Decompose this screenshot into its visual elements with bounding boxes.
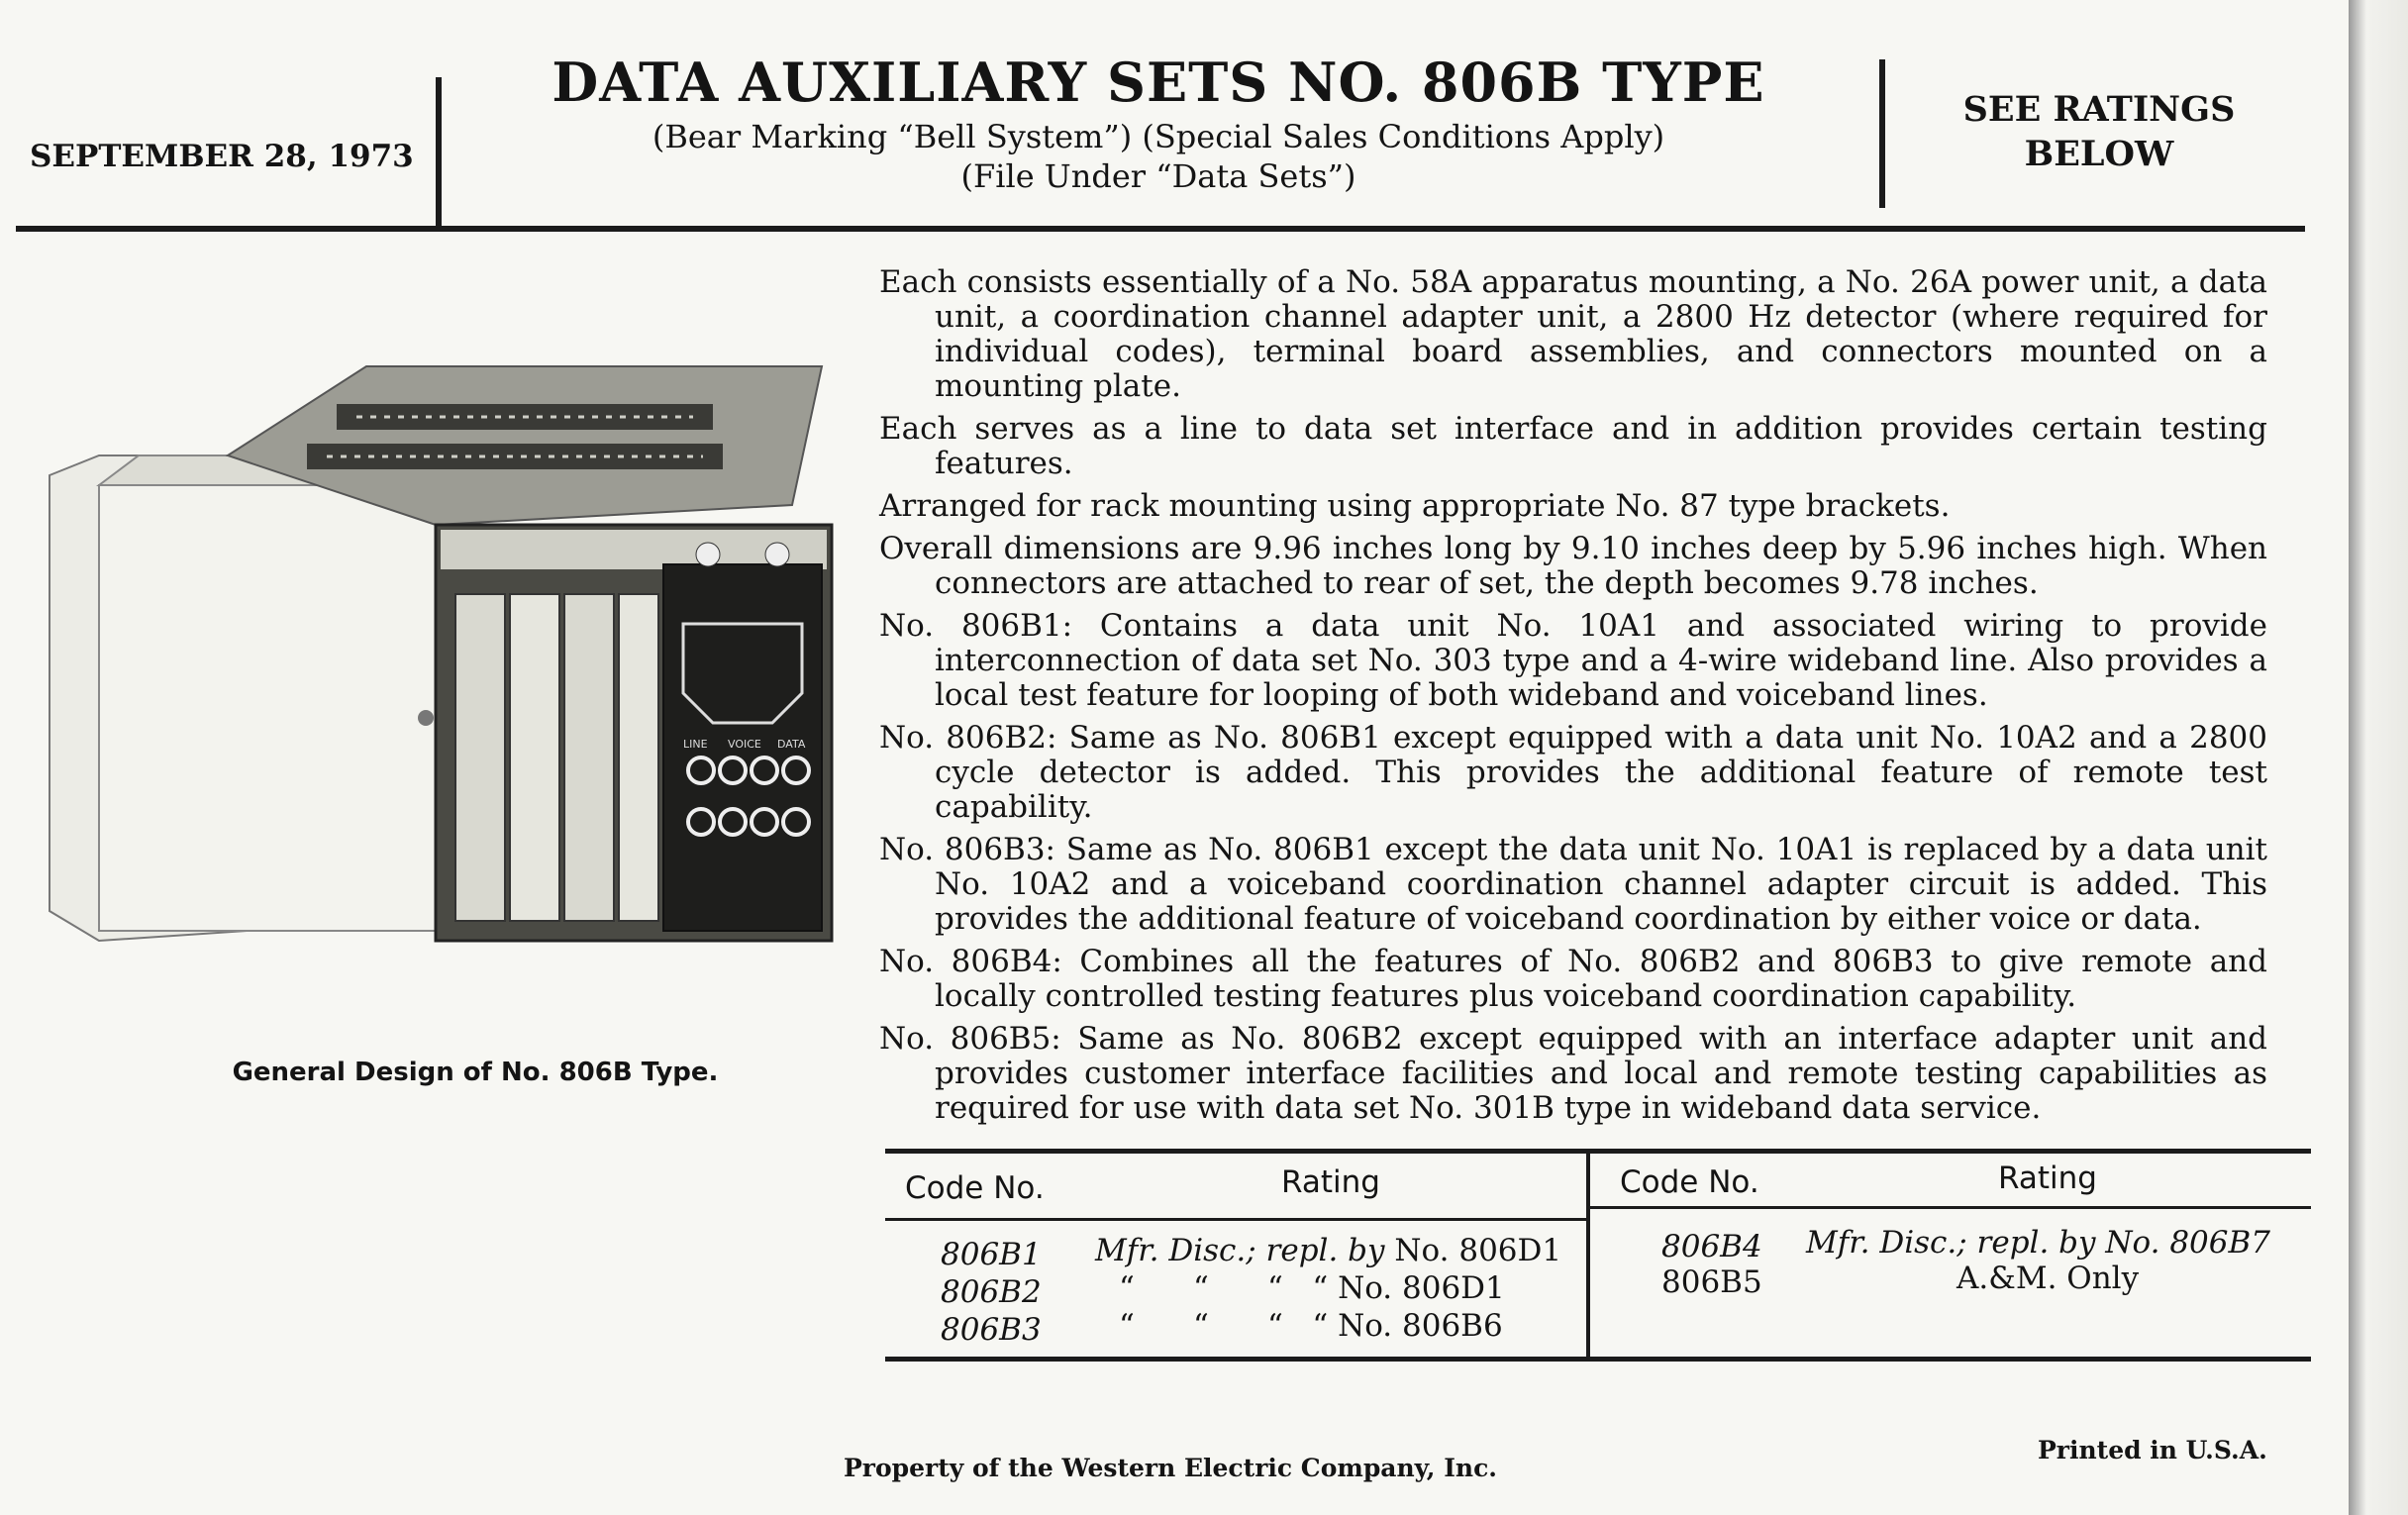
equipment-photo — [40, 327, 842, 960]
see-ratings-line-1: SEE RATINGS — [1962, 89, 2236, 130]
paragraph-806b1: No. 806B1: Contains a data unit No. 10A1 and associated wiring to provide interconnection of data set No. 303 type and a 4-wire wideband line. Also provides a local test feature for looping of both wideband and voiceband lines. — [879, 608, 2267, 713]
paragraph-dimensions: Overall dimensions are 9.96 inches long by 9.10 inches deep by 5.96 inches high. When connectors are attached to rear of set, the depth becomes 9.78 inches. — [879, 531, 2267, 601]
table-row-code: 806B1 — [941, 1237, 1042, 1272]
left-header-code: Code No. — [905, 1170, 1045, 1206]
subtitle-line-1: (Bear Marking “Bell System”) (Special Sales Conditions Apply) — [652, 118, 1665, 155]
table-header-rule-right — [1590, 1206, 2311, 1209]
table-header-rule-left — [885, 1218, 1586, 1221]
ratings-table — [885, 1149, 2311, 1363]
rating-prefix: Mfr. Disc.; repl. by — [1095, 1233, 1385, 1268]
table-row-code: 806B2 — [941, 1274, 1042, 1310]
subtitle-line-2: (File Under “Data Sets”) — [960, 157, 1356, 195]
table-bottom-rule — [885, 1357, 2311, 1362]
rating-number: No. 806D1 — [1338, 1270, 1505, 1306]
card-edge — [2349, 0, 2408, 1515]
header-divider-left — [436, 77, 442, 226]
see-ratings-note — [1901, 87, 2297, 176]
issue-date: SEPTEMBER 28, 1973 — [30, 139, 414, 174]
table-row-rating — [1806, 1224, 2270, 1262]
table-row-rating — [1119, 1307, 1503, 1345]
panel-label-line: LINE — [683, 738, 708, 751]
paragraph-806b5: No. 806B5: Same as No. 806B2 except equipped with an interface adapter unit and provides customer interface facilities and local and remote testing capabilities as required for use with data set No. 301B type in wideband data service. — [879, 1021, 2267, 1126]
header-divider-right — [1879, 59, 1885, 208]
table-row-code: 806B4 — [1661, 1229, 1762, 1264]
page-title: DATA AUXILIARY SETS NO. 806B TYPE — [552, 50, 1765, 114]
right-header-code: Code No. — [1620, 1164, 1759, 1200]
description-text — [879, 265, 2267, 1134]
see-ratings-line-2: BELOW — [2024, 134, 2174, 174]
table-row-code: 806B5 — [1661, 1264, 1762, 1300]
right-header-rating: Rating — [1998, 1161, 2097, 1196]
printed-in-notice: Printed in U.S.A. — [2038, 1436, 2267, 1464]
table-row-rating: A.&M. Only — [1956, 1261, 2140, 1296]
rating-text: Mfr. Disc.; repl. by No. 806B7 — [1806, 1225, 2270, 1261]
panel-label-data: DATA — [777, 738, 806, 751]
property-notice: Property of the Western Electric Company, Inc. — [844, 1454, 1498, 1482]
table-row-rating — [1095, 1232, 1561, 1269]
table-center-divider — [1586, 1149, 1590, 1362]
header-rule — [16, 226, 2305, 232]
header-title-block — [455, 48, 1861, 196]
paragraph-function: Each serves as a line to data set interface and in addition provides certain testing features. — [879, 411, 2267, 481]
table-row-code: 806B3 — [941, 1312, 1042, 1348]
table-top-rule — [885, 1149, 2311, 1154]
left-header-rating: Rating — [1281, 1164, 1380, 1200]
paragraph-composition: Each consists essentially of a No. 58A apparatus mounting, a No. 26A power unit, a data unit, a coordination channel adapter unit, a 2800 Hz detector (where required for individual codes), terminal board assemblies, and connectors mounted on a mounting plate. — [879, 264, 2267, 404]
paragraph-806b4: No. 806B4: Combines all the features of No. 806B2 and 806B3 to give remote and locally controlled testing features plus voiceband coordination capability. — [879, 944, 2267, 1014]
paragraph-806b2: No. 806B2: Same as No. 806B1 except equipped with a data unit No. 10A2 and a 2800 cycle detector is added. This provides the additional feature of remote test capability. — [879, 720, 2267, 825]
rating-ditto: “ “ “ “ — [1119, 1270, 1329, 1306]
panel-label-voice: VOICE — [728, 738, 761, 751]
rating-number: No. 806D1 — [1394, 1233, 1562, 1268]
table-row-rating — [1119, 1269, 1505, 1307]
paragraph-806b3: No. 806B3: Same as No. 806B1 except the data unit No. 10A1 is replaced by a data unit No. 10A2 and a voiceband coordination channel adapter circuit is added. This provides the additional feature of voiceband coordination by either voice or data. — [879, 832, 2267, 937]
photo-caption: General Design of No. 806B Type. — [232, 1058, 719, 1087]
rating-number: No. 806B6 — [1338, 1308, 1503, 1344]
paragraph-mounting: Arranged for rack mounting using appropriate No. 87 type brackets. — [879, 488, 1951, 524]
rating-ditto: “ “ “ “ — [1119, 1308, 1329, 1344]
